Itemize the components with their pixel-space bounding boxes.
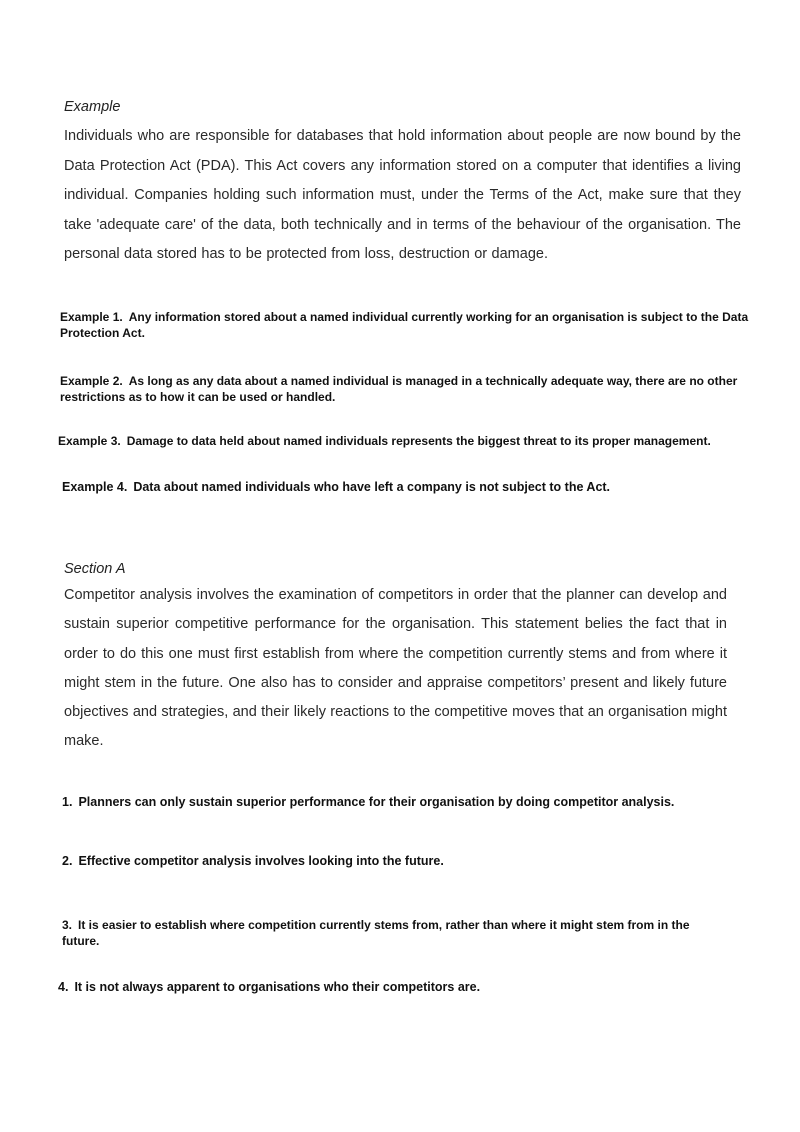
statement-text: Damage to data held about named individuals represents the biggest threat to its proper management. [126, 434, 711, 448]
example-passage: Individuals who are responsible for databases that hold information about people are now bound by the Data Protection Act (PDA). This Act covers any information stored on a computer that identifies a living individual. Companies holding such information must, under the Terms of the Act, make sure that they take 'adequate care' of the data, both technically and in terms of the behaviour of the organisation. The personal data stored has to be protected from loss, destruction or damage. [64, 128, 741, 262]
statement-text: Data about named individuals who have left a company is not subject to the Act. [133, 480, 611, 494]
statement-text: Effective competitor analysis involves looking into the future. [78, 854, 444, 868]
statement-text: It is not always apparent to organisations who their competitors are. [74, 980, 481, 994]
statement-label: Example 4. [62, 480, 128, 494]
example-statement-3 [58, 433, 778, 449]
example-heading: Example [64, 99, 121, 115]
section-a-statement-2 [62, 853, 762, 869]
statement-text: Planners can only sustain superior performance for their organisation by doing competitor analysis. [78, 795, 675, 809]
statement-text: As long as any data about a named individual is managed in a technically adequate way, there are no other restrictions as to how it can be used or handled. [60, 374, 738, 404]
statement-label: Example 3. [58, 434, 121, 448]
section-a-statement-1 [62, 794, 762, 810]
example-statement-4 [62, 479, 752, 495]
section-a-statement-4 [58, 979, 758, 995]
statement-label: 3. [62, 918, 73, 932]
statement-text: It is easier to establish where competition currently stems from, rather than where it might stem from in the future. [62, 918, 690, 948]
statement-label: Example 2. [60, 374, 123, 388]
statement-label: 2. [62, 854, 73, 868]
statement-label: 4. [58, 980, 69, 994]
example-statement-1 [60, 309, 750, 341]
statement-text: Any information stored about a named individual currently working for an organisation is subject to the Data Protection Act. [60, 310, 749, 340]
section-a-statement-3 [62, 917, 727, 949]
statement-label: 1. [62, 795, 73, 809]
statement-label: Example 1. [60, 310, 123, 324]
section-a-passage: Competitor analysis involves the examination of competitors in order that the planner can develop and sustain superior competitive performance for the organisation. This statement belies the fact that in order to do this one must first establish from where the competition currently stems and from where it might stem in the future. One also has to consider and appraise competitors’ present and likely future objectives and strategies, and their likely reactions to the competitive moves that an organisation might make. [64, 587, 727, 750]
section-a-heading: Section A [64, 561, 126, 577]
example-statement-2 [60, 373, 750, 405]
